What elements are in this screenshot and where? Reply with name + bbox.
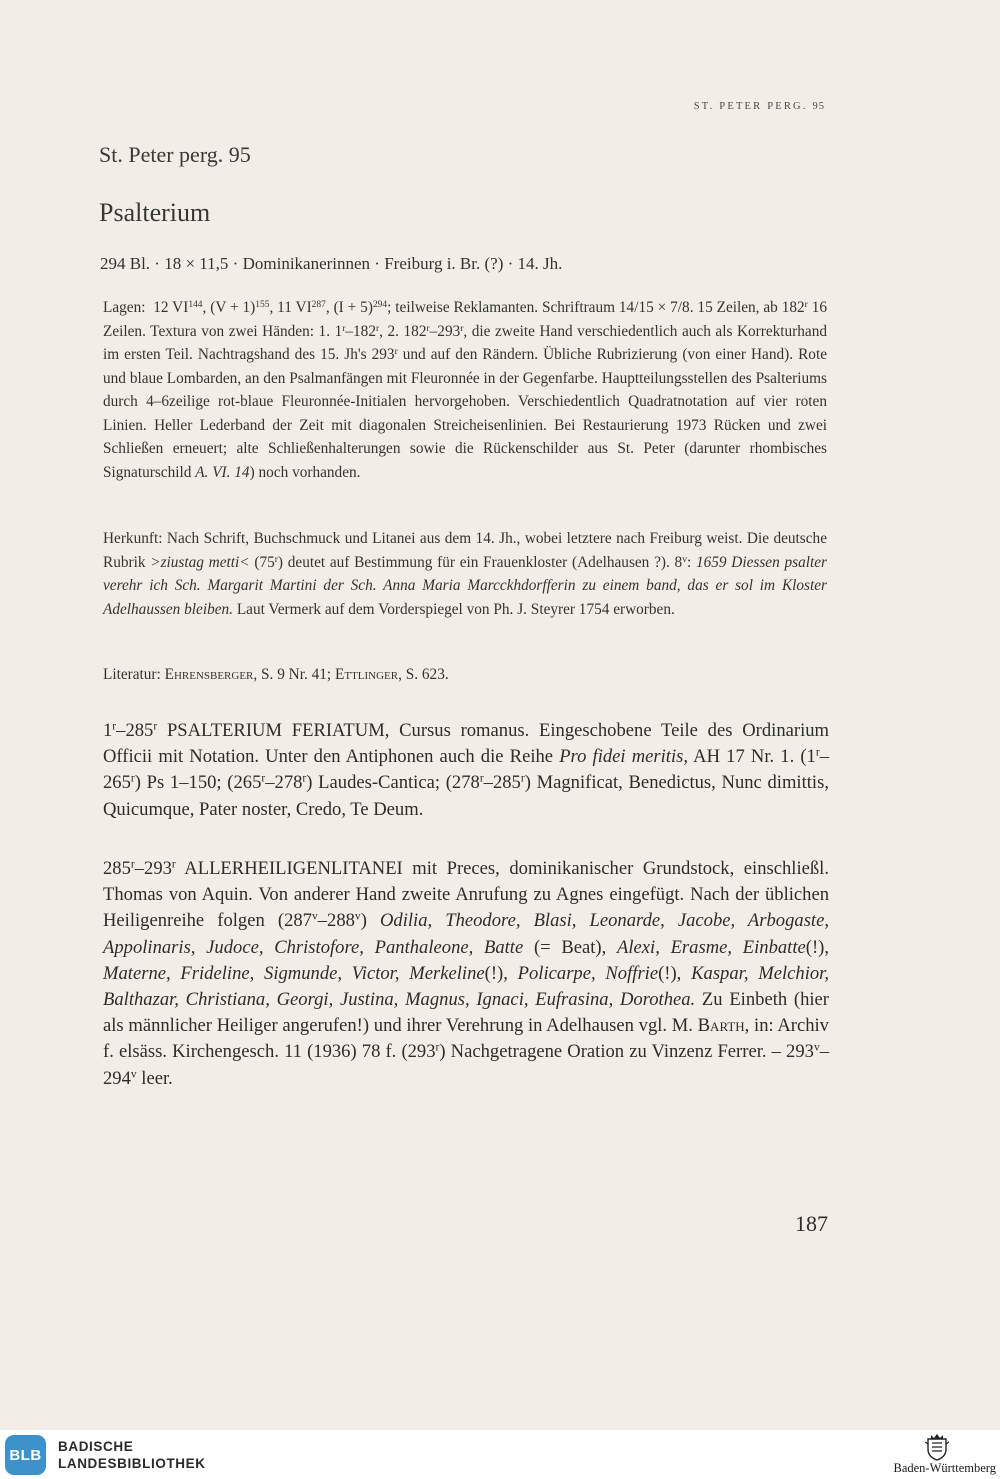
coat-of-arms-icon bbox=[924, 1432, 950, 1462]
physical-description: Lagen: 12 VI$^{144}$, $(V + 1)^{155}$, 11 VI$^{287}$, $(I + 5)^{294}$; teilweise Reklamanten. Schriftraum 14/15 × 7/8. 15 Zeilen, ab 182$^r$ 16 Zeilen. Textura von zwei Händen: 1. 1$^r$–182$^r$, 2. 182$^r$–293$^r$, die zweite Hand verschiedentlich auch als Korrekturhand im ersten Teil. Nachtragshand des 15. Jh's 293$^r$ und auf den Rändern. Übliche Rubrizierung (von einer Hand). Rote und blaue Lombarden, an den Psalmanfängen mit Fleuronnée in der Gegenfarbe. Hauptteilungsstellen des Psalteriums durch 4–6zeilige rot-blaue Fleuronnée-Initialen hervorgehoben. Verschiedentlich Quadratnotation auf vier roten Linien. Heller Lederband der Zeit mit diagonalen Streicheisenlinien. Bei Restaurierung 1973 Rücken und zwei Schließen erneuert; alte Schließenhalterungen sowie die Rückenschilder aus St. Peter (darunter rhombisches Signaturschild A. VI. 14) noch vorhanden. bbox=[103, 299, 828, 481]
library-name-line2: LANDESBIBLIOTHEK bbox=[58, 1456, 206, 1471]
shelfmark-heading: St. Peter perg. 95 bbox=[99, 142, 251, 167]
running-head-number: 95 bbox=[812, 101, 825, 112]
library-name[interactable] bbox=[58, 1438, 206, 1472]
library-name-line1: BADISCHE bbox=[58, 1439, 134, 1454]
provenance-paragraph: Herkunft: Nach Schrift, Buchschmuck und Litanei aus dem 14. Jh., wobei letztere nach Freiburg weist. Die deutsche Rubrik >ziustag metti< $(75^r)$ deutet auf Bestimmung für ein Frauenkloster (Adelhausen ?). 8$^v$: 1659 Diessen psalter verehr ich Sch. Margarit Martini der Sch. Anna Maria Marcckhdorfferin zu einem band, das er sol im Kloster Adelhaussen bleiben. Laut Vermerk auf dem Vorderspiegel von Ph. J. Steyrer 1754 erworben. bbox=[103, 530, 827, 618]
running-head-title: ST. PETER PERG. bbox=[693, 101, 808, 112]
footer-bar bbox=[0, 1430, 1000, 1479]
page-number: 187 bbox=[795, 1211, 828, 1236]
page-title: Psalterium bbox=[99, 198, 211, 227]
codex-summary: 294 Bl. · 18 × 11,5 · Dominikanerinnen · Freiburg i. Br. (?) · 14. Jh. bbox=[100, 254, 563, 273]
blb-logo[interactable]: BLB bbox=[5, 1435, 46, 1475]
content-section-psalterium: 1$^r$–285$^r$ PSALTERIUM FERIATUM, Cursus romanus. Eingeschobene Teile des Ordinarium Officii mit Notation. Unter den Antiphonen auch die Reihe Pro fidei meritis, AH 17 Nr. 1. (1$^r$–265$^r$) Ps 1–150; (265$^r$–278$^r$) Laudes-Cantica; (278$^r$–285$^r$) Magnificat, Benedictus, Nunc dimittis, Quicumque, Pater noster, Credo, Te Deum. bbox=[103, 720, 829, 820]
state-name: Baden-Württemberg bbox=[893, 1461, 996, 1475]
running-head bbox=[694, 101, 825, 112]
content-section-litanei: 285$^r$–293$^r$ ALLERHEILIGENLITANEI mit Preces, dominikanischer Grundstock, einschließl. Thomas von Aquin. Von anderer Hand zweite Anrufung zu Agnes eingefügt. Nach der üblichen Heiligenreihe folgen (287$^v$–288$^v$) Odilia, Theodore, Blasi, Leonarde, Jacobe, Arbogaste, Appolinaris, Judoce, Christofore, Panthaleone, Batte (= Beat), Alexi, Erasme, Einbatte(!), Materne, Frideline, Sigmunde, Victor, Merkeline(!), Policarpe, Noffrie(!), Kaspar, Melchior, Balthazar, Christiana, Georgi, Justina, Magnus, Ignaci, Eufrasina, Dorothea. Zu Einbeth (hier als männlicher Heiliger angerufen!) und ihrer Verehrung in Adelhausen vgl. M. Barth, in: Archiv f. elsäss. Kirchengesch. 11 (1936) 78 f. (293$^r$) Nachgetragene Oration zu Vinzenz Ferrer. – 293$^v$–294$^v$ leer. bbox=[103, 858, 830, 1089]
literature-line: Literatur: Ehrensberger, S. 9 Nr. 41; Ettlinger, S. 623. bbox=[103, 666, 449, 683]
